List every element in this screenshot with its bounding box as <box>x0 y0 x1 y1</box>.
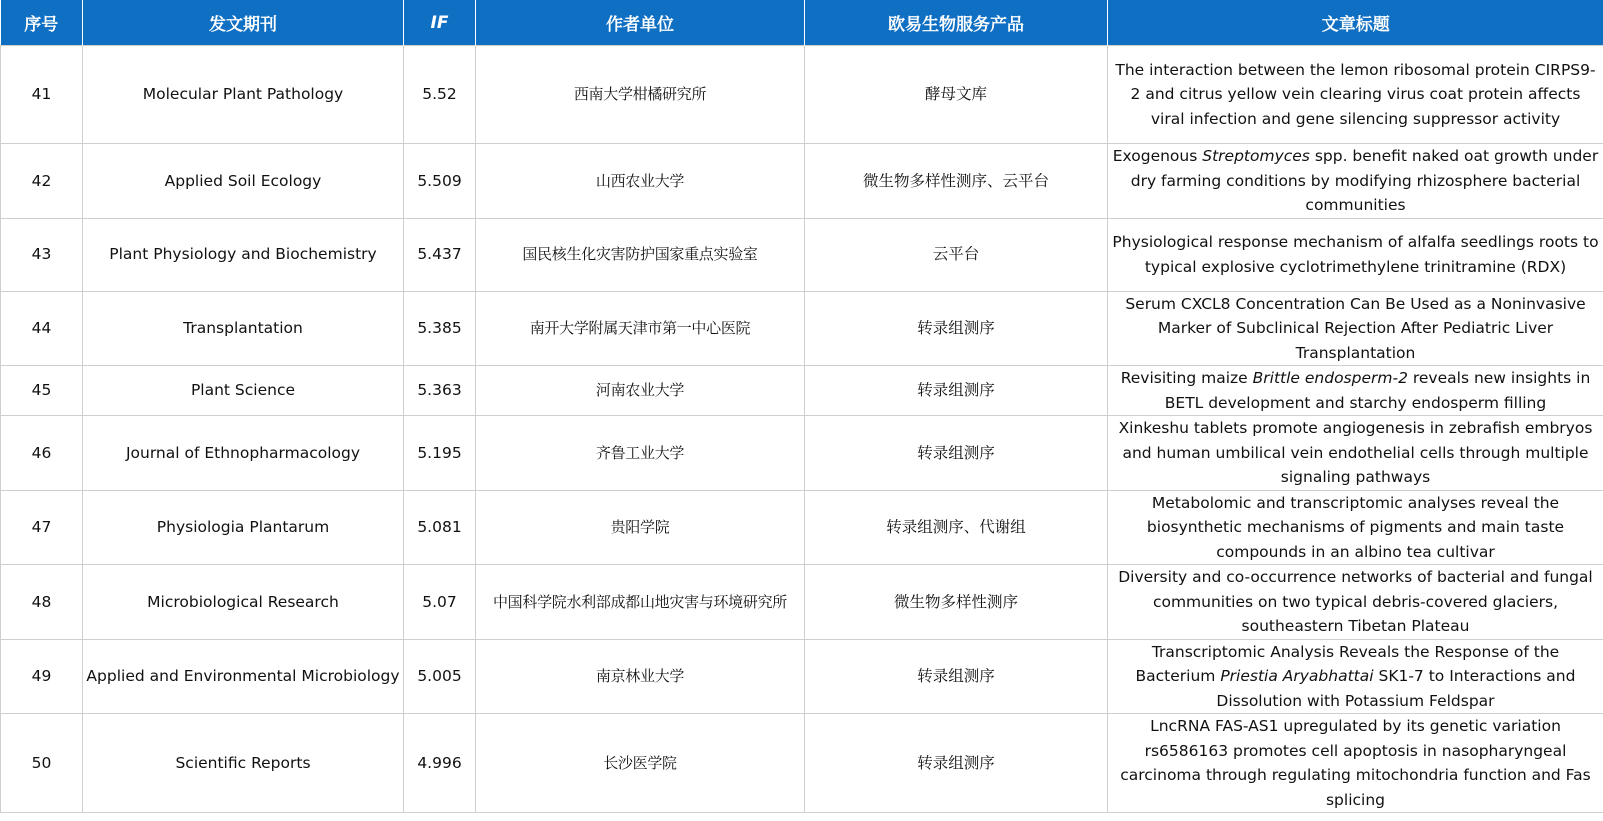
cell-journal: Applied Soil Ecology <box>83 144 404 219</box>
title-segment: SK1-7 to Interactions and Dissolution with Potassium Feldspar <box>1216 667 1576 710</box>
cell-journal: Journal of Ethnopharmacology <box>83 416 404 491</box>
cell-affiliation: 齐鲁工业大学 <box>476 416 805 491</box>
cell-affiliation: 西南大学柑橘研究所 <box>476 46 805 144</box>
cell-no: 47 <box>1 490 83 565</box>
cell-no: 44 <box>1 291 83 366</box>
cell-if: 5.07 <box>404 565 476 640</box>
cell-product: 微生物多样性测序、云平台 <box>805 144 1108 219</box>
cell-title <box>1108 366 1603 416</box>
cell-if: 5.385 <box>404 291 476 366</box>
cell-journal: Scientific Reports <box>83 714 404 813</box>
table-row <box>1 46 1603 144</box>
header-product: 欧易生物服务产品 <box>805 0 1108 46</box>
cell-affiliation: 南开大学附属天津市第一中心医院 <box>476 291 805 366</box>
title-segment: Diversity and co-occurrence networks of bacterial and fungal communities on two typical debris-covered glaciers, southeastern Tibetan Plateau <box>1118 568 1593 635</box>
cell-no: 46 <box>1 416 83 491</box>
title-segment: Exogenous <box>1112 147 1203 165</box>
table-row <box>1 639 1603 714</box>
cell-if: 5.195 <box>404 416 476 491</box>
title-segment: Xinkeshu tablets promote angiogenesis in zebrafish embryos and human umbilical vein endothelial cells through multiple signaling pathways <box>1118 419 1593 486</box>
cell-affiliation: 中国科学院水利部成都山地灾害与环境研究所 <box>476 565 805 640</box>
title-italic-segment: Brittle endosperm-2 <box>1252 369 1408 387</box>
title-segment: Physiological response mechanism of alfalfa seedlings roots to typical explosive cyclotrimethylene trinitramine (RDX) <box>1112 233 1599 276</box>
table-row <box>1 218 1603 291</box>
cell-no: 42 <box>1 144 83 219</box>
cell-product: 转录组测序 <box>805 366 1108 416</box>
cell-if: 5.081 <box>404 490 476 565</box>
header-affiliation: 作者单位 <box>476 0 805 46</box>
cell-affiliation: 南京林业大学 <box>476 639 805 714</box>
title-segment: reveals new insights in BETL development and starchy endosperm filling <box>1164 369 1591 412</box>
cell-title <box>1108 490 1603 565</box>
cell-if: 5.005 <box>404 639 476 714</box>
cell-if: 5.437 <box>404 218 476 291</box>
header-journal: 发文期刊 <box>83 0 404 46</box>
cell-title <box>1108 714 1603 813</box>
title-segment: LncRNA FAS-AS1 upregulated by its genetic variation rs6586163 promotes cell apoptosis in nasopharyngeal carcinoma through regulating mitochondria function and Fas splicing <box>1120 717 1591 809</box>
cell-title <box>1108 639 1603 714</box>
cell-product: 云平台 <box>805 218 1108 291</box>
cell-no: 50 <box>1 714 83 813</box>
title-segment: Transcriptomic Analysis Reveals the Response of the Bacterium <box>1135 642 1560 685</box>
cell-no: 43 <box>1 218 83 291</box>
title-italic-segment: Streptomyces <box>1202 147 1310 165</box>
cell-product: 酵母文库 <box>805 46 1108 144</box>
cell-no: 41 <box>1 46 83 144</box>
table-row <box>1 565 1603 640</box>
cell-title <box>1108 218 1603 291</box>
cell-affiliation: 国民核生化灾害防护国家重点实验室 <box>476 218 805 291</box>
cell-affiliation: 山西农业大学 <box>476 144 805 219</box>
title-italic-segment: Priestia Aryabhattai <box>1220 667 1374 685</box>
cell-if: 5.509 <box>404 144 476 219</box>
cell-product: 转录组测序 <box>805 714 1108 813</box>
cell-if: 5.52 <box>404 46 476 144</box>
title-segment: spp. benefit naked oat growth under dry farming conditions by modifying rhizosphere bacterial communities <box>1130 147 1599 214</box>
table-row <box>1 144 1603 219</box>
header-no: 序号 <box>1 0 83 46</box>
header-row <box>1 0 1603 46</box>
cell-product: 转录组测序、代谢组 <box>805 490 1108 565</box>
cell-journal: Transplantation <box>83 291 404 366</box>
cell-product: 转录组测序 <box>805 291 1108 366</box>
title-segment: The interaction between the lemon ribosomal protein CIRPS9-2 and citrus yellow vein clearing virus coat protein affects viral infection and gene silencing suppressor activity <box>1115 60 1596 128</box>
title-segment: Metabolomic and transcriptomic analyses reveal the biosynthetic mechanisms of pigments and main taste compounds in an albino tea cultivar <box>1146 493 1565 561</box>
cell-affiliation: 长沙医学院 <box>476 714 805 813</box>
title-segment: Revisiting maize <box>1120 369 1253 387</box>
cell-journal: Physiologia Plantarum <box>83 490 404 565</box>
table-row <box>1 366 1603 416</box>
cell-no: 49 <box>1 639 83 714</box>
cell-if: 5.363 <box>404 366 476 416</box>
cell-product: 微生物多样性测序 <box>805 565 1108 640</box>
cell-title <box>1108 416 1603 491</box>
table-row <box>1 416 1603 491</box>
cell-journal: Microbiological Research <box>83 565 404 640</box>
cell-title <box>1108 46 1603 144</box>
cell-journal: Plant Science <box>83 366 404 416</box>
table-row <box>1 490 1603 565</box>
cell-product: 转录组测序 <box>805 639 1108 714</box>
cell-if: 4.996 <box>404 714 476 813</box>
cell-journal: Plant Physiology and Biochemistry <box>83 218 404 291</box>
cell-affiliation: 贵阳学院 <box>476 490 805 565</box>
table-row <box>1 714 1603 813</box>
cell-no: 45 <box>1 366 83 416</box>
cell-journal: Molecular Plant Pathology <box>83 46 404 144</box>
cell-title <box>1108 565 1603 640</box>
cell-title <box>1108 291 1603 366</box>
cell-product: 转录组测序 <box>805 416 1108 491</box>
cell-no: 48 <box>1 565 83 640</box>
cell-title <box>1108 144 1603 219</box>
header-if: IF <box>404 0 476 46</box>
header-title: 文章标题 <box>1108 0 1603 46</box>
title-segment: Serum CXCL8 Concentration Can Be Used as a Noninvasive Marker of Subclinical Rejection After Pediatric Liver Transplantation <box>1125 294 1586 362</box>
cell-affiliation: 河南农业大学 <box>476 366 805 416</box>
table-row <box>1 291 1603 366</box>
cell-journal: Applied and Environmental Microbiology <box>83 639 404 714</box>
